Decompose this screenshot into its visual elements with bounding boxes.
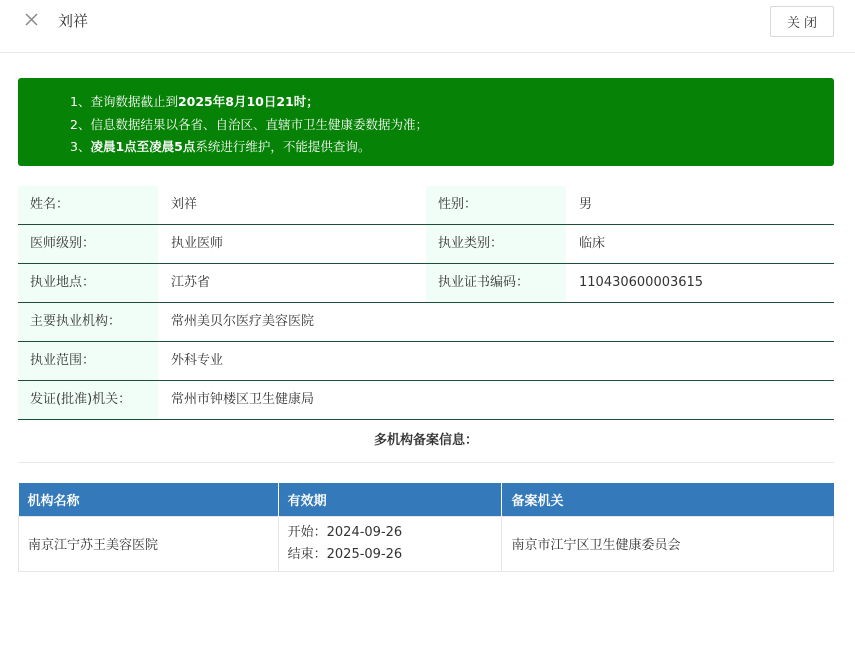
column-header-authority: 备案机关 xyxy=(502,483,834,516)
column-header-validity: 有效期 xyxy=(278,483,502,516)
close-button[interactable]: 关闭 xyxy=(770,6,834,37)
authority-cell: 南京市江宁区卫生健康委员会 xyxy=(502,516,834,571)
name-value: 刘祥 xyxy=(171,197,198,212)
cert-label: 执业证书编码： xyxy=(426,264,566,302)
gender-value: 男 xyxy=(579,197,593,212)
category-label: 执业类别： xyxy=(426,225,566,263)
org-name-cell: 南京江宁苏王美容医院 xyxy=(19,516,279,571)
table-header-row xyxy=(19,483,834,516)
info-row xyxy=(18,381,834,420)
notice-line-1: 1、查询数据截止到2025年8月10日21时； xyxy=(70,94,319,109)
gender-label: 性别： xyxy=(426,186,566,224)
validity-end: 结束：2025-09-26 xyxy=(287,546,403,562)
name-label: 姓名： xyxy=(18,186,158,224)
info-row xyxy=(18,264,834,303)
close-icon[interactable] xyxy=(22,10,42,30)
info-row xyxy=(18,303,834,342)
level-value: 执业医师 xyxy=(171,236,224,251)
dialog-header xyxy=(0,0,855,53)
dialog-title: 刘祥 xyxy=(58,12,89,30)
location-value: 江苏省 xyxy=(171,275,211,290)
category-value: 临床 xyxy=(579,236,606,251)
validity-start: 开始：2024-09-26 xyxy=(287,524,403,540)
notice-line-2: 2、信息数据结果以各省、自治区、直辖市卫生健康委数据为准； xyxy=(70,116,428,132)
info-row xyxy=(18,342,834,381)
scope-label: 执业范围： xyxy=(18,342,158,380)
table-row xyxy=(19,516,834,571)
notice-banner xyxy=(18,78,834,166)
info-row xyxy=(18,225,834,264)
cert-value: 110430600003615 xyxy=(579,275,704,290)
location-label: 执业地点： xyxy=(18,264,158,302)
issuer-label: 发证(批准)机关： xyxy=(18,381,158,419)
column-header-org-name: 机构名称 xyxy=(19,483,279,516)
issuer-value: 常州市钟楼区卫生健康局 xyxy=(171,392,315,407)
org-label: 主要执业机构： xyxy=(18,303,158,341)
validity-cell xyxy=(278,516,502,571)
multi-org-table xyxy=(18,483,834,572)
doctor-info-table xyxy=(18,186,834,420)
scope-value: 外科专业 xyxy=(171,353,224,368)
notice-line-3: 3、凌晨1点至凌晨5点系统进行维护，不能提供查询。 xyxy=(70,139,371,154)
org-value: 常州美贝尔医疗美容医院 xyxy=(171,314,315,329)
info-row xyxy=(18,186,834,225)
level-label: 医师级别： xyxy=(18,225,158,263)
multi-org-title: 多机构备案信息： xyxy=(18,420,834,463)
